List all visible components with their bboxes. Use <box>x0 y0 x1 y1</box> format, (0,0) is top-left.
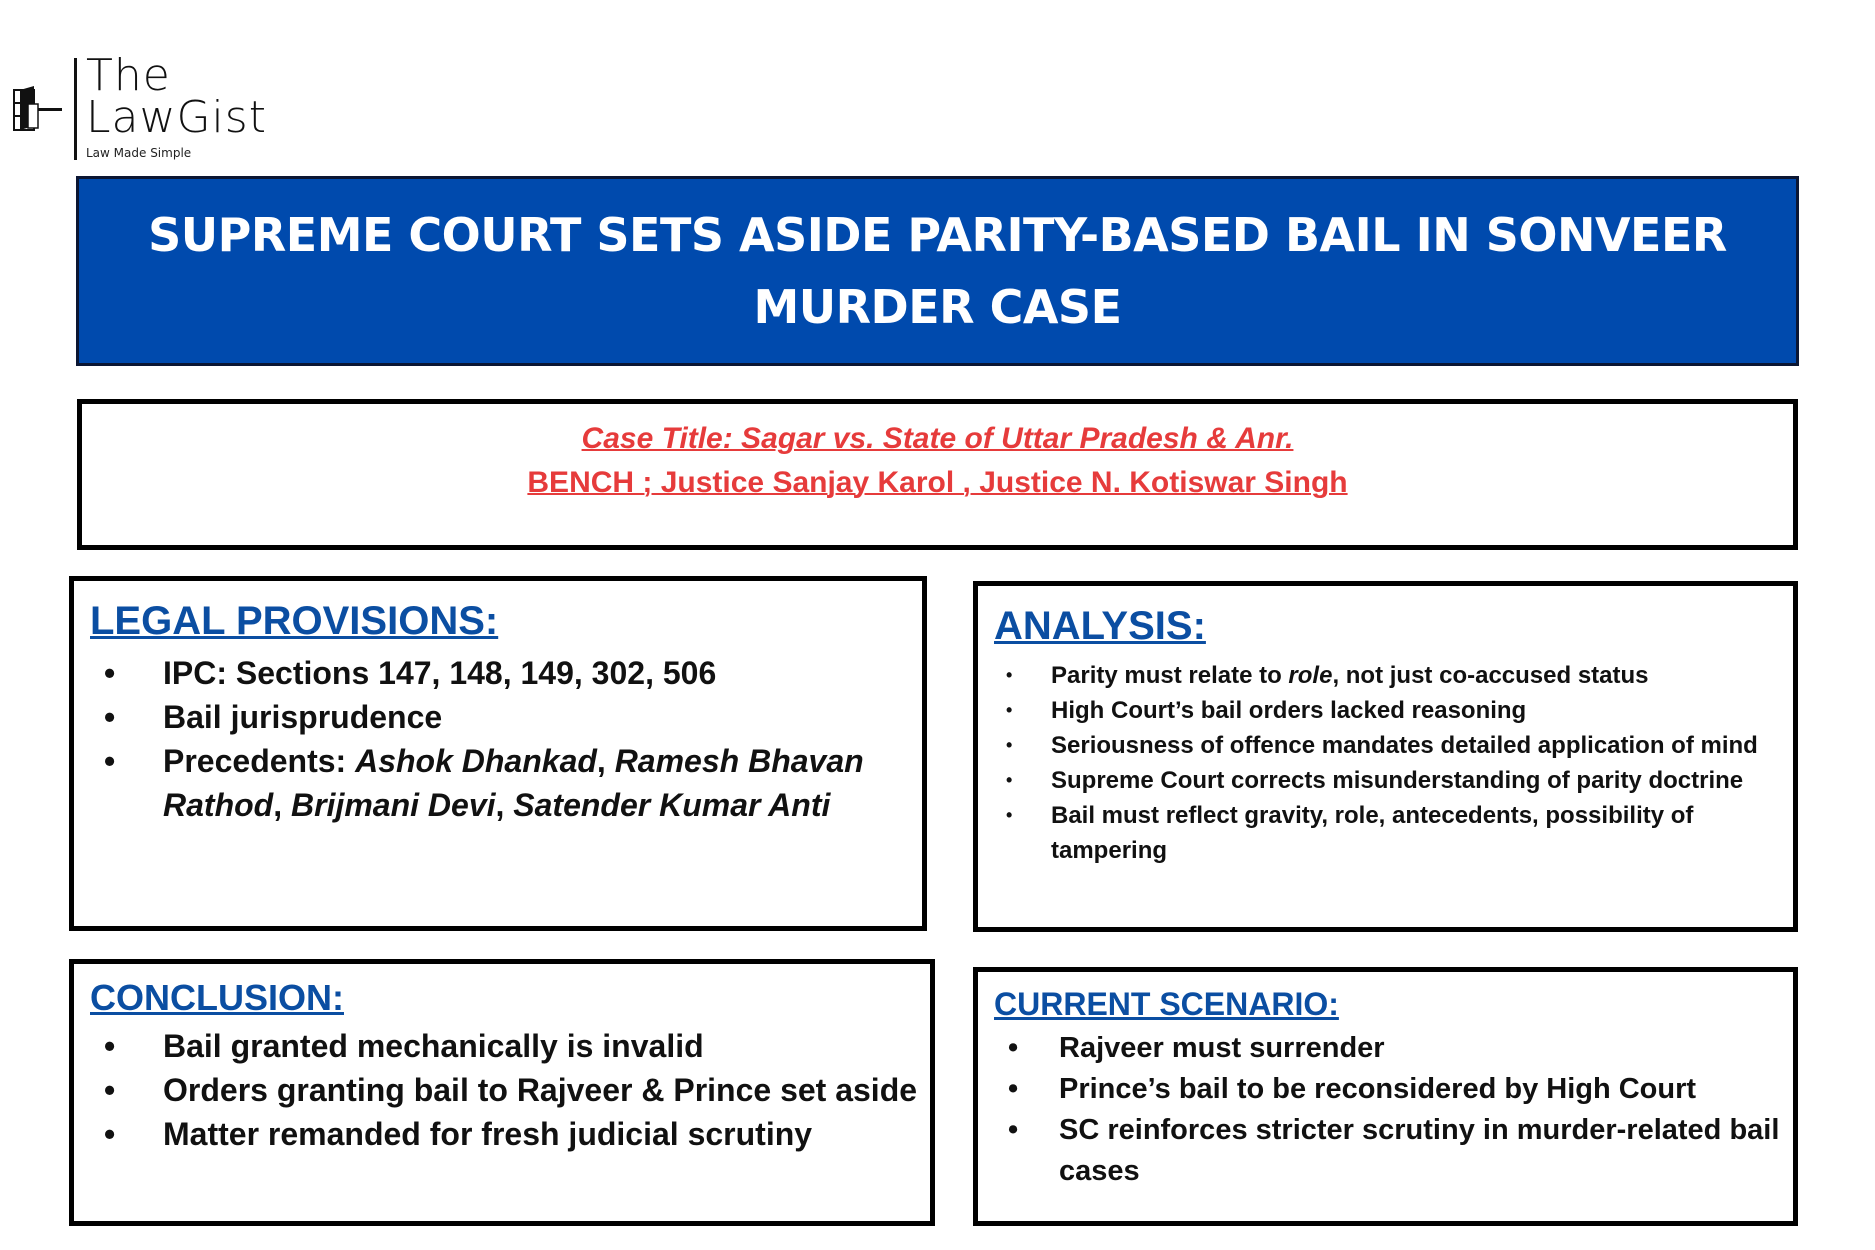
current-scenario-list <box>994 1028 1793 1192</box>
list-item: • Orders granting bail to Rajveer & Prince set aside <box>90 1068 930 1112</box>
analysis-section <box>973 581 1798 932</box>
logo-text-the: The <box>86 50 171 101</box>
list-item: • SC reinforces stricter scrutiny in murder-related bail cases <box>994 1110 1793 1192</box>
bullet-icon: • <box>1006 770 1013 790</box>
case-bench: BENCH ; Justice Sanjay Karol , Justice N. Kotiswar Singh <box>527 466 1348 499</box>
bullet-icon: • <box>104 655 116 691</box>
bullet-icon: • <box>1006 700 1013 720</box>
list-item: • Rajveer must surrender <box>994 1028 1793 1069</box>
bullet-icon: • <box>1008 1032 1019 1064</box>
bullet-icon: • <box>1006 735 1013 755</box>
list-item: • Prince’s bail to be reconsidered by High Court <box>994 1069 1793 1110</box>
precedent-case: Ashok Dhankad <box>355 743 597 779</box>
list-item: • High Court’s bail orders lacked reasoning <box>994 693 1793 728</box>
bullet-icon: • <box>104 1072 116 1108</box>
logo-text-lawgist: LawGist <box>86 92 267 143</box>
title-banner <box>76 176 1799 366</box>
case-info-box <box>77 399 1798 550</box>
page-title: SUPREME COURT SETS ASIDE PARITY-BASED BAIL IN SONVEER MURDER CASE <box>148 208 1727 334</box>
list-item: • Supreme Court corrects misunderstanding of parity doctrine <box>994 763 1793 798</box>
list-item: • Parity must relate to role, not just co-accused status <box>994 658 1793 693</box>
legal-provisions-list <box>90 651 922 827</box>
case-title: Case Title: Sagar vs. State of Uttar Pradesh & Anr. <box>581 422 1294 455</box>
legal-provisions-section <box>69 576 927 931</box>
bullet-icon: • <box>104 1028 116 1064</box>
bullet-icon: • <box>1008 1073 1019 1105</box>
bullet-icon: • <box>1006 665 1013 685</box>
analysis-list <box>994 658 1793 868</box>
bullet-icon: • <box>104 743 116 779</box>
current-scenario-section <box>973 967 1798 1226</box>
bullet-icon: • <box>104 1116 116 1152</box>
list-item: • IPC: Sections 147, 148, 149, 302, 506 <box>90 651 922 695</box>
conclusion-heading: CONCLUSION: <box>90 977 344 1018</box>
list-item: • Matter remanded for fresh judicial scrutiny <box>90 1112 930 1156</box>
bullet-icon: • <box>104 699 116 735</box>
bullet-icon: • <box>1008 1114 1019 1146</box>
logo-divider <box>74 58 77 160</box>
gavel-book-icon <box>12 84 64 136</box>
list-item: • Precedents: Ashok Dhankad, Ramesh Bhavan Rathod, Brijmani Devi, Satender Kumar Anti <box>90 739 922 827</box>
conclusion-section <box>69 959 935 1226</box>
current-scenario-heading: CURRENT SCENARIO: <box>994 986 1339 1022</box>
list-item: • Bail jurisprudence <box>90 695 922 739</box>
list-item: • Bail granted mechanically is invalid <box>90 1024 930 1068</box>
precedent-case: Satender Kumar Anti <box>513 787 831 823</box>
analysis-heading: ANALYSIS: <box>994 604 1206 648</box>
bullet-icon: • <box>1006 805 1013 825</box>
conclusion-list <box>90 1024 930 1156</box>
list-item: • Seriousness of offence mandates detailed application of mind <box>994 728 1793 763</box>
legal-provisions-heading: LEGAL PROVISIONS: <box>90 599 499 643</box>
precedent-case: Ramesh Bhavan Rathod <box>163 743 864 823</box>
list-item: • Bail must reflect gravity, role, antecedents, possibility of tampering <box>994 798 1793 868</box>
logo-tagline: Law Made Simple <box>86 146 192 160</box>
precedent-case: Brijmani Devi <box>290 787 496 823</box>
